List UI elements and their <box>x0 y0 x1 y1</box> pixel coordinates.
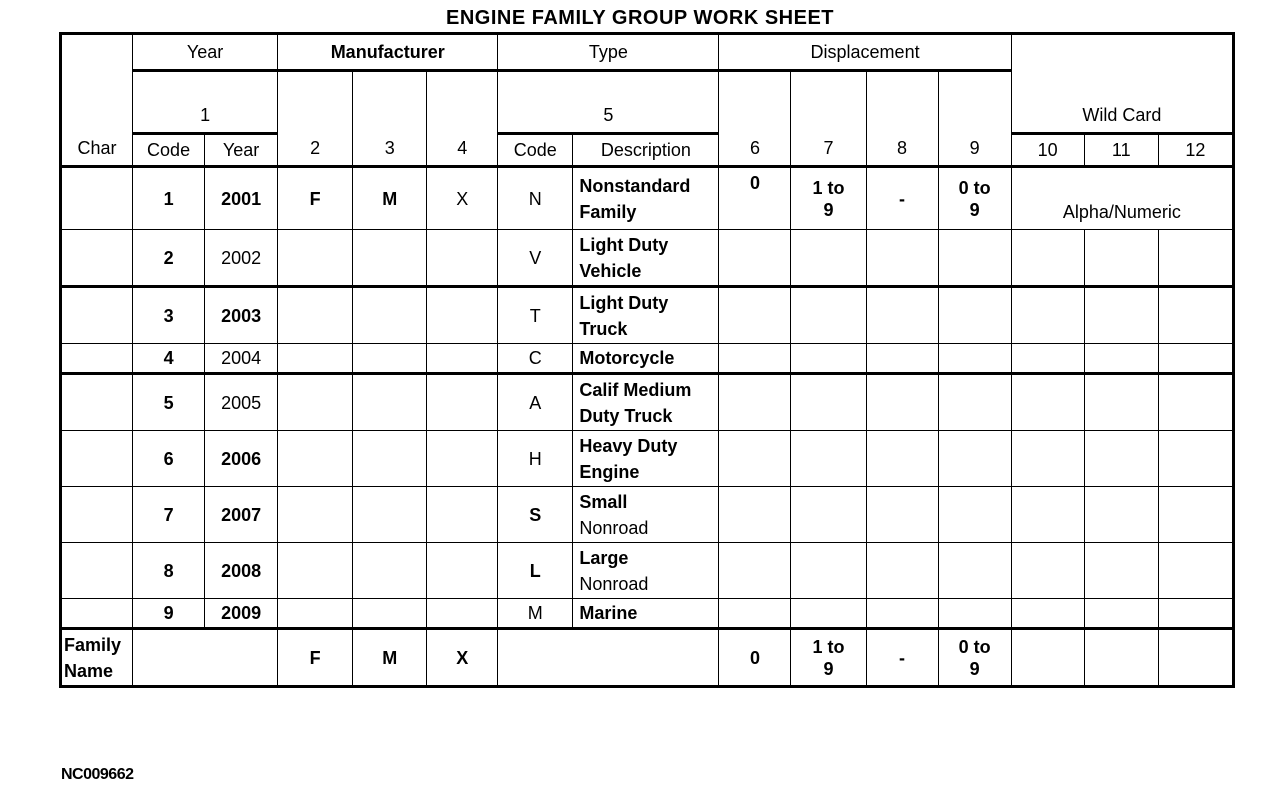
position-3: 3 <box>353 71 427 167</box>
position-9: 9 <box>938 71 1011 167</box>
wild-card-10-cell <box>1011 287 1084 344</box>
manufacturer-3-cell <box>353 431 427 487</box>
family-manufacturer-3-cell: M <box>353 629 427 687</box>
manufacturer-3-cell <box>353 287 427 344</box>
manufacturer-2-cell <box>278 599 353 629</box>
description-line-1: Heavy Duty <box>579 435 678 456</box>
manufacturer-4-cell <box>427 344 498 374</box>
year-code-cell: 7 <box>133 487 205 543</box>
displacement-9-cell <box>938 167 1011 230</box>
wild-card-10-cell <box>1011 230 1084 287</box>
displacement-7-line-2: 9 <box>823 199 834 220</box>
displacement-7-cell <box>791 344 866 374</box>
wild-card-11-cell <box>1084 599 1158 629</box>
char-cell <box>61 599 133 629</box>
type-description-cell <box>573 487 719 543</box>
wild-card-10-cell <box>1011 487 1084 543</box>
table-row <box>61 287 1234 344</box>
year-year-header: Year <box>205 134 278 167</box>
year-cell: 2005 <box>205 374 278 431</box>
wild-card-12-cell <box>1158 344 1233 374</box>
family-displacement-7-line-1: 1 to <box>812 636 845 657</box>
table-row <box>61 599 1234 629</box>
displacement-8-cell <box>866 287 938 344</box>
displacement-7-cell <box>791 287 866 344</box>
type-code-cell: L <box>498 543 573 599</box>
wild-card-group-header: Wild Card <box>1011 34 1233 134</box>
manufacturer-3-cell <box>353 487 427 543</box>
year-group-header: Year <box>133 34 278 71</box>
table-row <box>61 431 1234 487</box>
wild-card-11-cell <box>1084 374 1158 431</box>
wild-card-12-cell <box>1158 431 1233 487</box>
char-cell <box>61 543 133 599</box>
position-12: 12 <box>1158 134 1233 167</box>
type-code-cell: C <box>498 344 573 374</box>
type-description-header: Description <box>573 134 719 167</box>
family-displacement-7-line-2: 9 <box>823 658 834 679</box>
char-cell <box>61 374 133 431</box>
wild-card-11-cell <box>1084 487 1158 543</box>
displacement-9-line-2: 9 <box>969 199 980 220</box>
document-id: NC009662 <box>61 766 134 783</box>
type-code-cell: M <box>498 599 573 629</box>
displacement-6-cell <box>719 543 791 599</box>
manufacturer-4-cell <box>427 230 498 287</box>
manufacturer-4-cell <box>427 599 498 629</box>
manufacturer-2-cell <box>278 230 353 287</box>
manufacturer-2-cell <box>278 374 353 431</box>
displacement-8-cell <box>866 431 938 487</box>
family-name-label-line-1: Family <box>64 634 122 655</box>
description-line-2: Nonroad <box>579 517 649 538</box>
wild-card-11-cell <box>1084 431 1158 487</box>
manufacturer-3-cell: M <box>353 167 427 230</box>
type-code-cell: V <box>498 230 573 287</box>
year-code-cell: 9 <box>133 599 205 629</box>
position-1: 1 <box>133 71 278 134</box>
year-cell: 2009 <box>205 599 278 629</box>
manufacturer-2-cell <box>278 487 353 543</box>
description-line-2: Family <box>579 201 637 222</box>
position-7: 7 <box>791 71 866 167</box>
engine-family-table <box>59 32 1235 688</box>
displacement-7-cell <box>791 431 866 487</box>
displacement-6-cell <box>719 431 791 487</box>
table-row <box>61 344 1234 374</box>
displacement-9-cell <box>938 230 1011 287</box>
type-description-cell <box>573 431 719 487</box>
char-cell <box>61 230 133 287</box>
wild-card-10-cell <box>1011 374 1084 431</box>
year-code-cell: 6 <box>133 431 205 487</box>
manufacturer-3-cell <box>353 599 427 629</box>
displacement-6-cell <box>719 599 791 629</box>
type-code-cell: T <box>498 287 573 344</box>
manufacturer-2-cell <box>278 431 353 487</box>
description-line-2: Duty Truck <box>579 405 673 426</box>
displacement-8-cell <box>866 230 938 287</box>
year-cell: 2008 <box>205 543 278 599</box>
displacement-7-cell <box>791 374 866 431</box>
type-group-header: Type <box>498 34 719 71</box>
worksheet-title: ENGINE FAMILY GROUP WORK SHEET <box>445 7 835 29</box>
family-displacement-9-line-2: 9 <box>969 658 980 679</box>
char-cell <box>61 167 133 230</box>
family-displacement-9-cell <box>938 629 1011 687</box>
position-8: 8 <box>866 71 938 167</box>
family-name-label <box>61 629 133 687</box>
manufacturer-3-cell <box>353 374 427 431</box>
table-row <box>61 230 1234 287</box>
displacement-7-cell <box>791 230 866 287</box>
family-wild-card-10-cell <box>1011 629 1084 687</box>
manufacturer-4-cell <box>427 374 498 431</box>
type-code-cell: A <box>498 374 573 431</box>
description-line-1: Light Duty <box>579 292 669 313</box>
displacement-8-cell <box>866 344 938 374</box>
displacement-6-cell <box>719 487 791 543</box>
description-line-1: Nonstandard <box>579 175 691 196</box>
group-header-row <box>61 34 1234 71</box>
family-manufacturer-2-cell: F <box>278 629 353 687</box>
family-manufacturer-4-cell: X <box>427 629 498 687</box>
displacement-7-cell <box>791 543 866 599</box>
displacement-9-cell <box>938 487 1011 543</box>
manufacturer-2-cell <box>278 287 353 344</box>
description-line-1: Large <box>579 547 629 568</box>
wild-card-11-cell <box>1084 287 1158 344</box>
displacement-6-cell: 0 <box>719 167 791 230</box>
year-cell: 2001 <box>205 167 278 230</box>
manufacturer-3-cell <box>353 543 427 599</box>
year-cell: 2006 <box>205 431 278 487</box>
description-line-1: Calif Medium <box>579 379 692 400</box>
position-6: 6 <box>719 71 791 167</box>
year-code-cell: 3 <box>133 287 205 344</box>
year-cell: 2004 <box>205 344 278 374</box>
type-code-cell: H <box>498 431 573 487</box>
type-description-cell <box>573 230 719 287</box>
wild-card-12-cell <box>1158 543 1233 599</box>
displacement-9-cell <box>938 374 1011 431</box>
year-code-cell: 4 <box>133 344 205 374</box>
description-line-2: Nonroad <box>579 573 649 594</box>
wild-card-11-cell <box>1084 543 1158 599</box>
manufacturer-4-cell: X <box>427 167 498 230</box>
displacement-6-cell <box>719 374 791 431</box>
displacement-7-cell <box>791 167 866 230</box>
displacement-9-cell <box>938 344 1011 374</box>
displacement-6-cell <box>719 287 791 344</box>
family-wild-card-12-cell <box>1158 629 1233 687</box>
displacement-8-cell <box>866 599 938 629</box>
position-2: 2 <box>278 71 353 167</box>
displacement-8-cell <box>866 374 938 431</box>
position-5: 5 <box>498 71 719 134</box>
displacement-6-cell <box>719 344 791 374</box>
family-year-cell <box>133 629 278 687</box>
displacement-group-header: Displacement <box>719 34 1011 71</box>
year-code-cell: 5 <box>133 374 205 431</box>
family-name-label-line-2: Name <box>64 660 114 681</box>
family-displacement-8-cell: - <box>866 629 938 687</box>
year-code-cell: 8 <box>133 543 205 599</box>
description-line-2: Engine <box>579 461 640 482</box>
displacement-9-cell <box>938 599 1011 629</box>
displacement-8-cell <box>866 487 938 543</box>
char-cell <box>61 431 133 487</box>
table-row <box>61 374 1234 431</box>
manufacturer-group-header: Manufacturer <box>278 34 498 71</box>
displacement-8-cell <box>866 543 938 599</box>
type-description-cell <box>573 167 719 230</box>
manufacturer-4-cell <box>427 431 498 487</box>
type-description-cell: Motorcycle <box>573 344 719 374</box>
description-line-2: Vehicle <box>579 260 642 281</box>
char-cell <box>61 287 133 344</box>
year-code-cell: 1 <box>133 167 205 230</box>
description-line-1: Light Duty <box>579 234 669 255</box>
char-header: Char <box>61 34 133 167</box>
wild-card-10-cell <box>1011 431 1084 487</box>
year-code-header: Code <box>133 134 205 167</box>
family-name-row <box>61 629 1234 687</box>
family-displacement-6-cell: 0 <box>719 629 791 687</box>
wild-card-10-cell <box>1011 599 1084 629</box>
displacement-7-cell <box>791 599 866 629</box>
position-10: 10 <box>1011 134 1084 167</box>
displacement-9-cell <box>938 287 1011 344</box>
displacement-6-cell <box>719 230 791 287</box>
family-displacement-9-line-1: 0 to <box>958 636 991 657</box>
table-row <box>61 167 1234 230</box>
wild-card-12-cell <box>1158 287 1233 344</box>
displacement-9-line-1: 0 to <box>958 177 991 198</box>
type-description-cell: Marine <box>573 599 719 629</box>
wild-card-11-cell <box>1084 230 1158 287</box>
family-wild-card-11-cell <box>1084 629 1158 687</box>
manufacturer-2-cell <box>278 543 353 599</box>
manufacturer-4-cell <box>427 487 498 543</box>
type-code-cell: S <box>498 487 573 543</box>
displacement-9-cell <box>938 543 1011 599</box>
wild-card-12-cell <box>1158 487 1233 543</box>
wild-card-12-cell <box>1158 599 1233 629</box>
wild-card-11-cell <box>1084 344 1158 374</box>
type-description-cell <box>573 543 719 599</box>
table-row <box>61 543 1234 599</box>
displacement-7-line-1: 1 to <box>812 177 845 198</box>
type-description-cell <box>573 287 719 344</box>
year-cell: 2002 <box>205 230 278 287</box>
manufacturer-3-cell <box>353 344 427 374</box>
displacement-8-cell: - <box>866 167 938 230</box>
type-description-cell <box>573 374 719 431</box>
manufacturer-2-cell: F <box>278 167 353 230</box>
table-row <box>61 487 1234 543</box>
manufacturer-3-cell <box>353 230 427 287</box>
position-11: 11 <box>1084 134 1158 167</box>
wild-card-cell: Alpha/Numeric <box>1011 167 1233 230</box>
displacement-7-cell <box>791 487 866 543</box>
type-code-cell: N <box>498 167 573 230</box>
sub-header-row <box>61 134 1234 167</box>
wild-card-12-cell <box>1158 374 1233 431</box>
description-line-1: Small <box>579 491 628 512</box>
manufacturer-4-cell <box>427 287 498 344</box>
year-code-cell: 2 <box>133 230 205 287</box>
wild-card-10-cell <box>1011 543 1084 599</box>
displacement-9-cell <box>938 431 1011 487</box>
type-code-header: Code <box>498 134 573 167</box>
position-4: 4 <box>427 71 498 167</box>
char-cell <box>61 487 133 543</box>
manufacturer-2-cell <box>278 344 353 374</box>
year-cell: 2003 <box>205 287 278 344</box>
wild-card-12-cell <box>1158 230 1233 287</box>
char-cell <box>61 344 133 374</box>
family-displacement-7-cell <box>791 629 866 687</box>
manufacturer-4-cell <box>427 543 498 599</box>
family-type-cell <box>498 629 719 687</box>
year-cell: 2007 <box>205 487 278 543</box>
description-line-2: Truck <box>579 318 628 339</box>
wild-card-10-cell <box>1011 344 1084 374</box>
